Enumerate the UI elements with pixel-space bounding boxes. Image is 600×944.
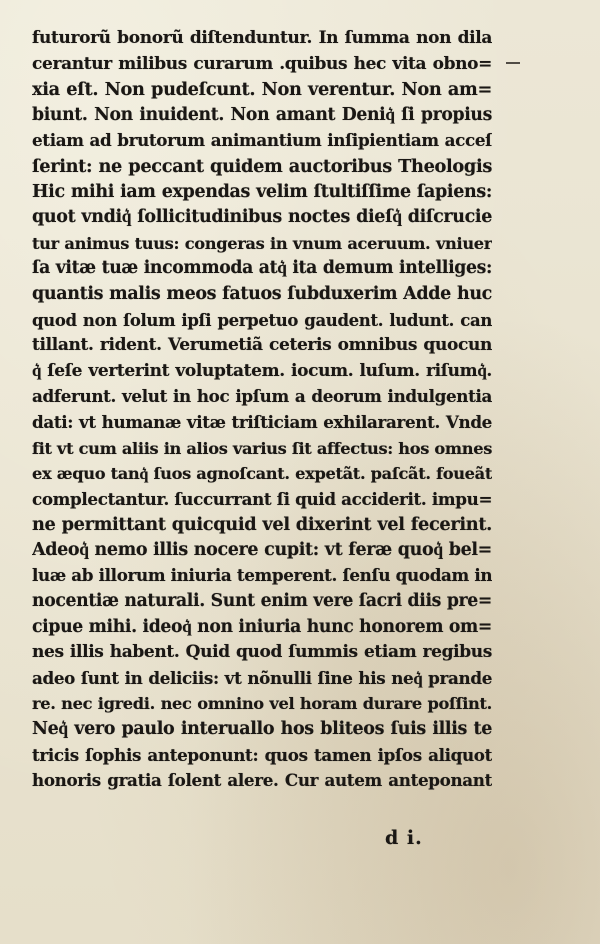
text-line: re. nec igredi. nec omnino vel horam durare poſſint. xyxy=(32,694,492,714)
text-line: cipue mihi. ideoq͛ non iniuria hunc honorem om= xyxy=(32,616,492,637)
text-line: quot vndiq͛ ſollicitudinibus noctes dieſq͛ diſcrucie xyxy=(32,207,492,228)
signature-mark: d i. xyxy=(385,827,423,849)
text-line: tillant. rident. Verumetiã ceteris omnibus quocun xyxy=(32,335,492,356)
text-line: ſerint: ne peccant quidem auctoribus Theologis xyxy=(32,155,492,177)
text-line: Neq͛ vero paulo interuallo hos bliteos ſuis illis te xyxy=(32,719,492,740)
text-line: nes illis habent. Quid quod ſummis etiam regibus xyxy=(32,642,492,663)
text-line: nocentiæ naturali. Sunt enim vere ſacri diis pre= xyxy=(32,591,492,612)
text-line: quantis malis meos fatuos ſubduxerim Adde huc xyxy=(32,283,492,304)
text-line: Adeoq͛ nemo illis nocere cupit: vt feræ quoq͛ bel= xyxy=(32,539,492,560)
text-line: adferunt. velut in hoc ipſum a deorum indulgentia xyxy=(32,386,492,407)
text-line: tur animus tuus: congeras in vnum aceruum. vniuer xyxy=(32,233,492,253)
text-line: ne permittant quicquid vel dixerint vel fecerint. xyxy=(32,514,492,536)
text-block xyxy=(32,26,492,794)
text-line: ſa vitæ tuæ incommoda atq͛ ita demum intelliges: xyxy=(32,258,492,279)
text-line: fit vt cum aliis in alios varius ſit affectus: hos omnes xyxy=(32,438,492,458)
text-line: xia eſt. Non pudeſcunt. Non verentur. Non am= xyxy=(32,79,492,101)
text-line: etiam ad brutorum animantium inſipientiam acceſ xyxy=(32,130,492,151)
text-line: honoris gratia ſolent alere. Cur autem anteponant xyxy=(32,770,492,791)
text-line: Hic mihi iam expendas velim ſtultiſſime ſapiens: xyxy=(32,181,492,202)
text-line: q͛ ſeſe verterint voluptatem. iocum. luſum. riſumq͛. xyxy=(32,360,492,381)
text-line: tricis ſophis anteponunt: quos tamen ipſos aliquot xyxy=(32,744,492,765)
margin-mark xyxy=(506,62,520,64)
text-line: cerantur milibus curarum .quibus hec vita obno= xyxy=(32,53,492,74)
text-line: quod non ſolum ipſi perpetuo gaudent. ludunt. can xyxy=(32,310,492,330)
text-line: luæ ab illorum iniuria temperent. ſenſu quodam in xyxy=(32,565,492,586)
text-line: adeo ſunt in deliciis: vt nõnulli ſine his neq͛ prande xyxy=(32,667,492,688)
text-line: complectantur. ſuccurrant ſi quid acciderit. impu= xyxy=(32,488,492,509)
text-line: dati: vt humanæ vitæ triſticiam exhilararent. Vnde xyxy=(32,411,492,432)
text-line: ex æquo tanq͛ ſuos agnoſcant. expetãt. paſcãt. foueãt xyxy=(32,464,492,484)
text-line: futurorũ bonorũ diſtenduntur. In ſumma non dila xyxy=(32,28,492,48)
text-line: biunt. Non inuident. Non amant Deniq͛ ſi propius xyxy=(32,104,492,125)
